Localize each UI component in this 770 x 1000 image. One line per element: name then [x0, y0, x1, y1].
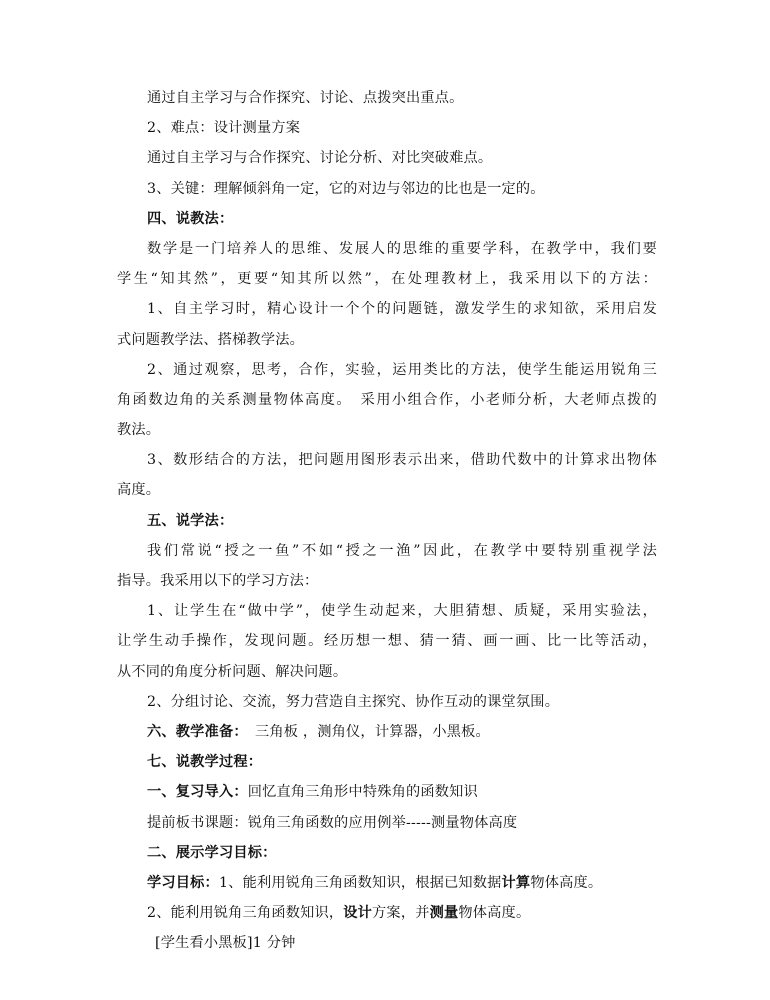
paragraph-line: 提前板书课题：锐角三角函数的应用例举-----测量物体高度 — [147, 814, 518, 831]
section-heading-preparation: 六、教学准备： — [147, 723, 241, 740]
goal-text: 物体高度。 — [458, 905, 531, 922]
goal-text: 2、能利用锐角三角函数知识， — [147, 905, 344, 922]
paragraph-line: 从不同的角度分析问题、解决问题。 — [117, 663, 348, 680]
preparation-items: 三角板 ，测角仪，计算器，小黑板。 — [240, 723, 490, 740]
paragraph-line: 2、分组讨论、交流，努力营造自主探究、协作互动的课堂氛围。 — [147, 693, 560, 710]
goal-text: 物体高度。 — [530, 874, 603, 891]
paragraph-line: 通过自主学习与合作探究、讨论、点拨突出重点。 — [147, 90, 464, 106]
document-body — [117, 83, 657, 958]
review-text: 回忆直角三角形中特殊角的函数知识 — [247, 784, 478, 801]
paragraph-line: 指导。我采用以下的学习方法： — [117, 573, 319, 589]
paragraph-line: 1、自主学习时，精心设计一个个的问题链，激发学生的求知欲，采用启发 — [147, 301, 657, 318]
paragraph-line: 2、通过观察，思考，合作，实验，运用类比的方法，使学生能运用锐角三 — [147, 361, 657, 378]
goal-emphasis: 测量 — [429, 905, 459, 922]
section-heading-learning-method: 五、说学法： — [147, 512, 234, 529]
paragraph-line: 角函数边角的关系测量物体高度。 采用小组合作，小老师分析，大老师点拨的 — [117, 391, 657, 408]
paragraph-line: 数学是一门培养人的思维、发展人的思维的重要学科，在教学中，我们要 — [147, 240, 657, 257]
subsection-heading-review: 一、复习导入： — [147, 784, 248, 801]
learning-goal-line-2 — [117, 898, 657, 928]
learning-goal-line-1 — [117, 868, 657, 898]
paragraph-line: 学生“知其然”，更要“知其所以然”，在处理教材上，我采用以下的方法： — [117, 271, 657, 288]
goal-text: 1、能利用锐角三角函数知识，根据已知数据 — [218, 874, 502, 891]
paragraph-line: 式问题教学法、搭梯教学法。 — [117, 331, 305, 348]
section-heading-teaching-process: 七、说教学过程： — [147, 754, 263, 771]
subsection-heading-goals: 二、展示学习目标： — [147, 844, 277, 861]
learning-goal-label: 学习目标： — [147, 874, 219, 891]
paragraph-line: 3、数形结合的方法，把问题用图形表示出来，借助代数中的计算求出物体 — [147, 452, 657, 469]
goal-text: 方案，并 — [372, 905, 430, 922]
paragraph-line: 我们常说“授之一鱼”不如“授之一渔”因此，在教学中要特别重视学法 — [147, 542, 657, 559]
difficulty-heading-line: 2、难点：设计测量方案 — [147, 120, 301, 137]
paragraph-line: 1、让学生在“做中学”，使学生动起来，大胆猜想、质疑，采用实验法， — [147, 603, 657, 620]
blackboard-note-line: [学生看小黑板]1 分钟 — [155, 935, 296, 952]
section-heading-teaching-method: 四、说教法： — [147, 210, 234, 227]
teaching-preparation-line — [117, 717, 657, 747]
paragraph-line: 教法。 — [117, 422, 161, 439]
paragraph-line: 高度。 — [117, 482, 161, 499]
goal-emphasis: 设计 — [343, 905, 373, 922]
key-point-line: 3、关键：理解倾斜角一定，它的对边与邻边的比也是一定的。 — [147, 180, 545, 197]
review-intro-line — [117, 777, 657, 807]
paragraph-line: 让学生动手操作，发现问题。经历想一想、猜一猜、画一画、比一比等活动， — [117, 633, 657, 650]
paragraph-line: 通过自主学习与合作探究、讨论分析、对比突破难点。 — [147, 150, 493, 167]
goal-emphasis: 计算 — [501, 874, 531, 891]
